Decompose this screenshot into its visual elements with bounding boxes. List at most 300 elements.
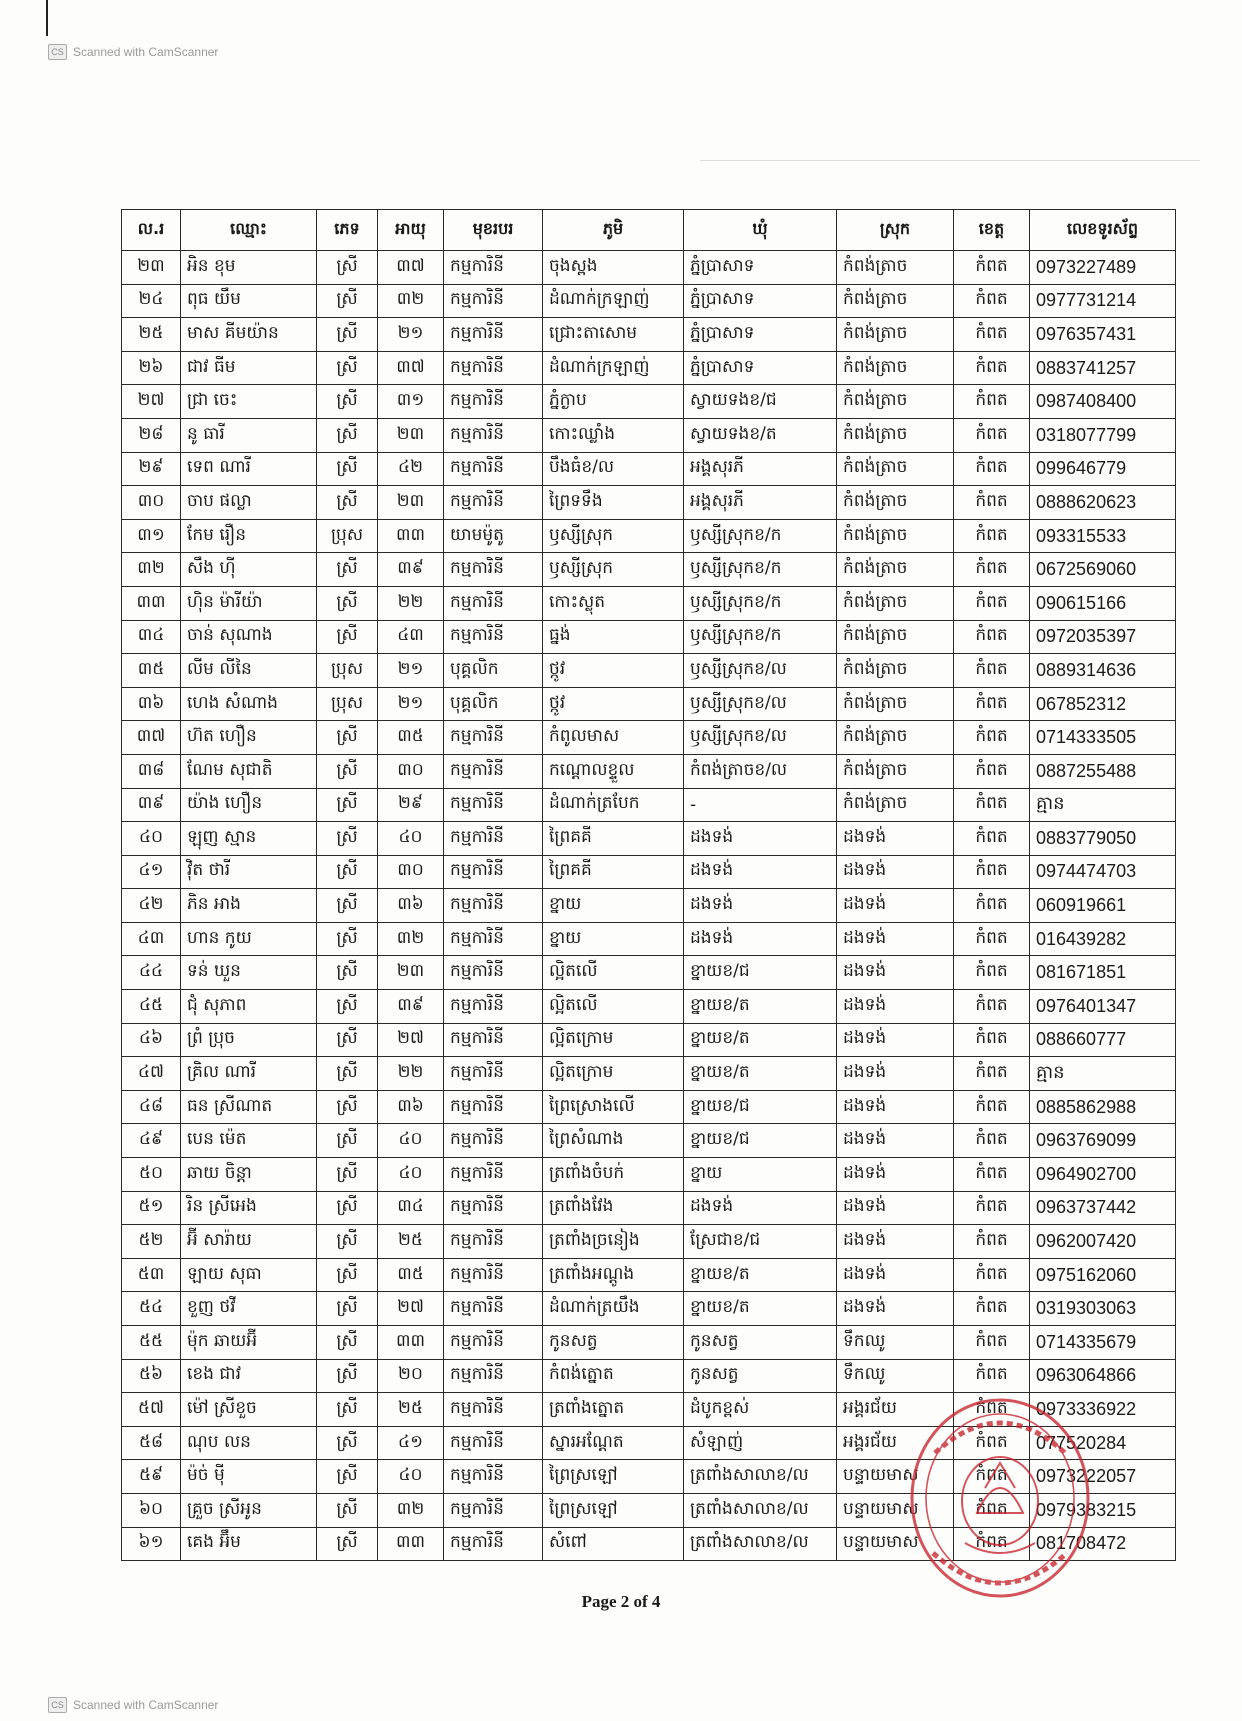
camscanner-logo-icon: CS <box>48 1697 67 1713</box>
table-cell-commune: ដងទង់ <box>684 855 837 889</box>
table-cell-job: កម្មការិនី <box>444 956 543 990</box>
table-cell-age: ៣២ <box>378 284 444 318</box>
table-cell-district: កំពង់ត្រាច <box>837 251 954 285</box>
table-cell-prov: កំពត <box>954 586 1030 620</box>
table-cell-village: ដំណាក់ត្របែក <box>543 788 684 822</box>
table-cell-age: ៤០ <box>378 1124 444 1158</box>
table-cell-sex: ស្រី <box>317 855 378 889</box>
table-row <box>122 855 1176 889</box>
table-cell-no: ២៣ <box>122 251 181 285</box>
table-cell-prov: កំពត <box>954 1527 1030 1561</box>
table-row <box>122 822 1176 856</box>
table-cell-prov: កំពត <box>954 284 1030 318</box>
table-cell-job: កម្មការិនី <box>444 754 543 788</box>
table-cell-job: កម្មការិនី <box>444 1393 543 1427</box>
table-cell-no: ៤០ <box>122 822 181 856</box>
table-cell-no: ៦០ <box>122 1493 181 1527</box>
table-cell-village: ដំណាក់ត្រយឹង <box>543 1292 684 1326</box>
table-cell-name: ខួញ ថវី <box>181 1292 317 1326</box>
table-cell-commune: ភ្នំប្រាសាទ <box>684 251 837 285</box>
table-cell-job: កម្មការិនី <box>444 351 543 385</box>
table-cell-sex: ស្រី <box>317 1158 378 1192</box>
table-cell-phone: 099646779 <box>1030 452 1176 486</box>
table-cell-commune: ឫស្សីស្រុកខ/ក <box>684 553 837 587</box>
table-cell-phone: 0887255488 <box>1030 754 1176 788</box>
table-cell-name: ឡុញ ស្មាន <box>181 822 317 856</box>
table-cell-phone: 0977731214 <box>1030 284 1176 318</box>
table-cell-prov: កំពត <box>954 1460 1030 1494</box>
table-cell-commune: ឫស្សីស្រុកខ/ក <box>684 620 837 654</box>
table-row <box>122 251 1176 285</box>
table-cell-no: ៣៧ <box>122 721 181 755</box>
table-cell-commune: ខ្នាយ <box>684 1158 837 1192</box>
table-cell-sex: ស្រី <box>317 284 378 318</box>
table-row <box>122 889 1176 923</box>
table-cell-village: ស្នារអណ្ដែត <box>543 1426 684 1460</box>
table-cell-age: ២៧ <box>378 1023 444 1057</box>
table-cell-prov: កំពត <box>954 788 1030 822</box>
table-cell-village: ខ្នាយ <box>543 922 684 956</box>
table-cell-name: គ្រួច ស្រីអូន <box>181 1493 317 1527</box>
table-cell-village: ឫស្សីស្រុក <box>543 553 684 587</box>
table-cell-district: កំពង់ត្រាច <box>837 385 954 419</box>
table-cell-no: ៥៧ <box>122 1393 181 1427</box>
table-cell-prov: កំពត <box>954 1292 1030 1326</box>
table-cell-no: ៤៦ <box>122 1023 181 1057</box>
table-cell-sex: ស្រី <box>317 990 378 1024</box>
table-cell-no: ៣៣ <box>122 586 181 620</box>
table-cell-age: ២៣ <box>378 956 444 990</box>
table-cell-commune: ស្វាយទងខ/ត <box>684 418 837 452</box>
table-cell-sex: ស្រី <box>317 721 378 755</box>
table-cell-phone: 088660777 <box>1030 1023 1176 1057</box>
table-cell-village: ល្អិតក្រោម <box>543 1023 684 1057</box>
table-row <box>122 990 1176 1024</box>
table-cell-job: កម្មការិនី <box>444 1258 543 1292</box>
table-cell-job: កម្មការិនី <box>444 1057 543 1091</box>
table-row <box>122 1057 1176 1091</box>
table-cell-district: កំពង់ត្រាច <box>837 418 954 452</box>
header-cell: ភេទ <box>317 210 378 251</box>
table-cell-village: ព្រៃស្រោងលើ <box>543 1090 684 1124</box>
official-seal-stamp-icon <box>905 1393 1095 1603</box>
table-cell-sex: ប្រុស <box>317 519 378 553</box>
table-cell-district: កំពង់ត្រាច <box>837 519 954 553</box>
table-row <box>122 687 1176 721</box>
table-cell-district: ទឹកឈូ <box>837 1359 954 1393</box>
table-cell-age: ៣៣ <box>378 519 444 553</box>
table-cell-job: កម្មការិនី <box>444 721 543 755</box>
table-cell-job: កម្មការិនី <box>444 1359 543 1393</box>
table-cell-sex: ស្រី <box>317 1124 378 1158</box>
table-cell-district: កំពង់ត្រាច <box>837 351 954 385</box>
table-cell-district: ដងទង់ <box>837 1023 954 1057</box>
table-cell-prov: កំពត <box>954 486 1030 520</box>
table-row <box>122 284 1176 318</box>
table-row <box>122 1292 1176 1326</box>
table-cell-phone: 0318077799 <box>1030 418 1176 452</box>
table-cell-age: ៣៣ <box>378 1527 444 1561</box>
table-cell-sex: ស្រី <box>317 351 378 385</box>
table-cell-age: ៣៦ <box>378 889 444 923</box>
table-cell-prov: កំពត <box>954 889 1030 923</box>
table-cell-age: ៣១ <box>378 385 444 419</box>
table-cell-phone: 081671851 <box>1030 956 1176 990</box>
table-cell-district: ដងទង់ <box>837 822 954 856</box>
table-cell-age: ២៣ <box>378 486 444 520</box>
header-cell: អាយុ <box>378 210 444 251</box>
table-cell-job: កម្មការិនី <box>444 1527 543 1561</box>
table-cell-no: ២៨ <box>122 418 181 452</box>
table-cell-no: ៤១ <box>122 855 181 889</box>
table-cell-phone: 0883741257 <box>1030 351 1176 385</box>
table-cell-no: ៦១ <box>122 1527 181 1561</box>
table-row <box>122 1023 1176 1057</box>
table-row <box>122 486 1176 520</box>
table-cell-sex: ស្រី <box>317 486 378 520</box>
table-cell-commune: អង្គសុរភី <box>684 452 837 486</box>
table-cell-commune: ឫស្សីស្រុកខ/ល <box>684 654 837 688</box>
table-cell-prov: កំពត <box>954 1493 1030 1527</box>
table-cell-village: ភ្នំក្ងាប <box>543 385 684 419</box>
table-cell-district: ដងទង់ <box>837 956 954 990</box>
table-cell-no: ៣០ <box>122 486 181 520</box>
table-cell-name: ម៉ុក ឆាយអ៊ី <box>181 1326 317 1360</box>
table-cell-commune: កំពង់ត្រាចខ/ល <box>684 754 837 788</box>
table-cell-age: ២២ <box>378 586 444 620</box>
table-cell-no: ៥១ <box>122 1191 181 1225</box>
table-cell-no: ២៤ <box>122 284 181 318</box>
table-cell-prov: កំពត <box>954 754 1030 788</box>
table-cell-name: ជុំ សុភាព <box>181 990 317 1024</box>
table-cell-name: ព្រំ ប្រុច <box>181 1023 317 1057</box>
table-cell-no: ២៥ <box>122 318 181 352</box>
table-cell-name: ម៉ច់ ម៉ី <box>181 1460 317 1494</box>
table-cell-age: ២១ <box>378 687 444 721</box>
table-cell-age: ២២ <box>378 1057 444 1091</box>
scanner-watermark-bottom <box>48 1697 218 1713</box>
table-cell-sex: ស្រី <box>317 956 378 990</box>
table-cell-district: ដងទង់ <box>837 1225 954 1259</box>
table-cell-prov: កំពត <box>954 654 1030 688</box>
table-cell-district: កំពង់ត្រាច <box>837 318 954 352</box>
table-cell-district: ដងទង់ <box>837 1158 954 1192</box>
header-cell: ឃុំ <box>684 210 837 251</box>
table-cell-phone: គ្មាន <box>1030 1057 1176 1091</box>
table-cell-age: ២១ <box>378 654 444 688</box>
table-cell-sex: ស្រី <box>317 1057 378 1091</box>
table-cell-village: ព្រៃស្រឡៅ <box>543 1493 684 1527</box>
table-row <box>122 654 1176 688</box>
table-cell-commune: ឫស្សីស្រុកខ/ក <box>684 586 837 620</box>
table-cell-district: ដងទង់ <box>837 1090 954 1124</box>
table-header-row <box>122 210 1176 251</box>
table-row <box>122 754 1176 788</box>
table-cell-prov: កំពត <box>954 1258 1030 1292</box>
table-cell-phone: 0889314636 <box>1030 654 1176 688</box>
table-cell-commune: ខ្នាយខ/ជ <box>684 956 837 990</box>
table-cell-job: បុគ្គលិក <box>444 654 543 688</box>
table-cell-job: កម្មការិនី <box>444 486 543 520</box>
table-cell-district: កំពង់ត្រាច <box>837 721 954 755</box>
table-cell-name: គ្រិល ណារី <box>181 1057 317 1091</box>
table-cell-district: ដងទង់ <box>837 1258 954 1292</box>
table-cell-commune: ស្វាយទងខ/ជ <box>684 385 837 419</box>
table-cell-sex: ស្រី <box>317 1359 378 1393</box>
table-cell-village: ធ្នង់ <box>543 620 684 654</box>
table-cell-job: កម្មការិនី <box>444 586 543 620</box>
table-cell-phone: 0976401347 <box>1030 990 1176 1024</box>
table-cell-no: ៣១ <box>122 519 181 553</box>
table-cell-prov: កំពត <box>954 553 1030 587</box>
table-cell-sex: ស្រី <box>317 1326 378 1360</box>
table-cell-no: ៤៤ <box>122 956 181 990</box>
table-cell-sex: ស្រី <box>317 1023 378 1057</box>
table-cell-job: កម្មការិនី <box>444 1225 543 1259</box>
table-cell-prov: កំពត <box>954 721 1030 755</box>
header-cell: មុខរបរ <box>444 210 543 251</box>
table-cell-commune: ភ្នំប្រាសាទ <box>684 318 837 352</box>
table-cell-age: ២៣ <box>378 418 444 452</box>
table-cell-commune: ភ្នំប្រាសាទ <box>684 351 837 385</box>
table-cell-no: ៣៥ <box>122 654 181 688</box>
table-cell-name: រិន ស្រីអេង <box>181 1191 317 1225</box>
table-cell-sex: ស្រី <box>317 586 378 620</box>
table-cell-sex: ស្រី <box>317 1493 378 1527</box>
table-cell-job: កម្មការិនី <box>444 418 543 452</box>
table-cell-village: ល្អិតលើ <box>543 956 684 990</box>
table-cell-prov: កំពត <box>954 251 1030 285</box>
table-cell-sex: ស្រី <box>317 620 378 654</box>
table-cell-age: ៣៩ <box>378 553 444 587</box>
table-cell-commune: ត្រពាំងសាលាខ/ល <box>684 1460 837 1494</box>
table-cell-name: យ៉ាង ហឿន <box>181 788 317 822</box>
table-cell-district: កំពង់ត្រាច <box>837 284 954 318</box>
table-row <box>122 620 1176 654</box>
header-cell: ឈ្មោះ <box>181 210 317 251</box>
table-cell-age: ៤២ <box>378 452 444 486</box>
table-cell-sex: ប្រុស <box>317 654 378 688</box>
table-cell-village: ជ្រោះតាសោម <box>543 318 684 352</box>
table-cell-name: ភិន អាង <box>181 889 317 923</box>
table-cell-sex: ស្រី <box>317 553 378 587</box>
table-cell-job: កម្មការិនី <box>444 452 543 486</box>
table-cell-district: ដងទង់ <box>837 1057 954 1091</box>
table-cell-no: ៥៩ <box>122 1460 181 1494</box>
table-cell-sex: ស្រី <box>317 1426 378 1460</box>
table-cell-commune: ខ្នាយខ/ជ <box>684 1090 837 1124</box>
table-cell-prov: កំពត <box>954 1057 1030 1091</box>
table-cell-no: ៣២ <box>122 553 181 587</box>
table-cell-prov: កំពត <box>954 452 1030 486</box>
table-cell-phone: 0973227489 <box>1030 251 1176 285</box>
table-cell-no: ៤៧ <box>122 1057 181 1091</box>
table-cell-no: ៤៥ <box>122 990 181 1024</box>
table-cell-age: ៣០ <box>378 855 444 889</box>
table-cell-phone: 0976357431 <box>1030 318 1176 352</box>
table-cell-commune: ត្រពាំងសាលាខ/ល <box>684 1527 837 1561</box>
table-cell-sex: ស្រី <box>317 1090 378 1124</box>
table-row <box>122 418 1176 452</box>
table-cell-age: ៣៥ <box>378 721 444 755</box>
table-cell-phone: 016439282 <box>1030 922 1176 956</box>
table-cell-phone: 0973336922 <box>1030 1393 1176 1427</box>
table-cell-village: ថ្កូវ <box>543 654 684 688</box>
table-row <box>122 385 1176 419</box>
table-cell-prov: កំពត <box>954 687 1030 721</box>
table-cell-commune: កូនសត្វ <box>684 1359 837 1393</box>
table-cell-village: ល្អិតក្រោម <box>543 1057 684 1091</box>
table-cell-prov: កំពត <box>954 1225 1030 1259</box>
table-row <box>122 922 1176 956</box>
table-cell-age: ២៥ <box>378 1393 444 1427</box>
table-cell-district: កំពង់ត្រាច <box>837 620 954 654</box>
table-cell-sex: ស្រី <box>317 452 378 486</box>
header-cell: ភូមិ <box>543 210 684 251</box>
table-cell-name: អ៊ី សារ៉ាយ <box>181 1225 317 1259</box>
table-row <box>122 721 1176 755</box>
table-cell-district: បន្ទាយមាស <box>837 1460 954 1494</box>
table-cell-village: ចុងស្ពង <box>543 251 684 285</box>
table-cell-age: ៣៧ <box>378 251 444 285</box>
table-cell-job: កម្មការិនី <box>444 889 543 923</box>
table-cell-age: ២៧ <box>378 1292 444 1326</box>
table-cell-name: ជ្រា ចេះ <box>181 385 317 419</box>
table-row <box>122 788 1176 822</box>
table-cell-job: កម្មការិនី <box>444 620 543 654</box>
table-cell-age: ២៩ <box>378 788 444 822</box>
table-cell-prov: កំពត <box>954 855 1030 889</box>
table-cell-village: ដំណាក់ក្រឡាញ់ <box>543 351 684 385</box>
table-cell-phone: 0672569060 <box>1030 553 1176 587</box>
table-row <box>122 586 1176 620</box>
table-cell-prov: កំពត <box>954 822 1030 856</box>
table-cell-name: ពុធ យឹម <box>181 284 317 318</box>
table-cell-phone: 0963769099 <box>1030 1124 1176 1158</box>
table-cell-phone: 093315533 <box>1030 519 1176 553</box>
table-cell-job: កម្មការិនី <box>444 1124 543 1158</box>
table-row <box>122 452 1176 486</box>
table-cell-district: អង្គរជ័យ <box>837 1393 954 1427</box>
table-cell-village: កោះស្លុត <box>543 586 684 620</box>
table-cell-name: ម៉ៅ ស្រីខួច <box>181 1393 317 1427</box>
table-cell-sex: ស្រី <box>317 1191 378 1225</box>
table-cell-job: កម្មការិនី <box>444 318 543 352</box>
table-cell-prov: កំពត <box>954 1023 1030 1057</box>
table-cell-name: ចាន់ សុណាង <box>181 620 317 654</box>
table-cell-village: សំពៅ <box>543 1527 684 1561</box>
table-cell-name: ជាវ ធីម <box>181 351 317 385</box>
table-cell-commune: កូនសត្វ <box>684 1326 837 1360</box>
table-cell-village: ព្រៃទទឹង <box>543 486 684 520</box>
table-cell-no: ៤៨ <box>122 1090 181 1124</box>
table-row <box>122 1225 1176 1259</box>
table-row <box>122 1090 1176 1124</box>
table-cell-prov: កំពត <box>954 956 1030 990</box>
table-cell-village: ត្រពាំងច្រនៀង <box>543 1225 684 1259</box>
table-cell-phone: 0714335679 <box>1030 1326 1176 1360</box>
table-cell-name: ឡាយ សុធា <box>181 1258 317 1292</box>
page-number: Page 2 of 4 <box>581 1592 661 1611</box>
table-cell-job: កម្មការិនី <box>444 1158 543 1192</box>
table-cell-sex: ស្រី <box>317 385 378 419</box>
table-cell-no: ៥៨ <box>122 1426 181 1460</box>
table-cell-commune: សំឡាញ់ <box>684 1426 837 1460</box>
table-cell-prov: កំពត <box>954 1359 1030 1393</box>
table-cell-commune: ខ្នាយខ/ត <box>684 1023 837 1057</box>
table-cell-district: បន្ទាយមាស <box>837 1493 954 1527</box>
table-cell-no: ៣៤ <box>122 620 181 654</box>
table-cell-sex: ស្រី <box>317 318 378 352</box>
table-cell-name: ណុប លន <box>181 1426 317 1460</box>
table-cell-job: កម្មការិនី <box>444 553 543 587</box>
table-row <box>122 956 1176 990</box>
table-cell-commune: ដំបូកខ្ពស់ <box>684 1393 837 1427</box>
table-cell-age: ៤០ <box>378 822 444 856</box>
table-cell-name: អិន ខុម <box>181 251 317 285</box>
table-cell-job: កម្មការិនី <box>444 788 543 822</box>
table-cell-sex: ស្រី <box>317 1225 378 1259</box>
table-row <box>122 1191 1176 1225</box>
table-cell-no: ៥០ <box>122 1158 181 1192</box>
table-cell-job: កម្មការិនី <box>444 284 543 318</box>
table-cell-name: មាស គីមយ៉ាន <box>181 318 317 352</box>
table-cell-age: ២៥ <box>378 1225 444 1259</box>
table-cell-name: ទន់ ឃួន <box>181 956 317 990</box>
table-cell-village: ឫស្សីស្រុក <box>543 519 684 553</box>
table-cell-name: ហាន កូយ <box>181 922 317 956</box>
table-cell-village: កំពង់ត្នោត <box>543 1359 684 1393</box>
table-cell-age: ៤៣ <box>378 620 444 654</box>
table-cell-prov: កំពត <box>954 1326 1030 1360</box>
table-cell-prov: កំពត <box>954 1191 1030 1225</box>
table-cell-no: ៥៦ <box>122 1359 181 1393</box>
table-cell-commune: ដងទង់ <box>684 922 837 956</box>
table-cell-village: កោះឈ្លាំង <box>543 418 684 452</box>
table-row <box>122 318 1176 352</box>
table-cell-sex: ប្រុស <box>317 687 378 721</box>
table-cell-phone: 0974474703 <box>1030 855 1176 889</box>
header-cell: ល.រ <box>122 210 181 251</box>
table-cell-name: លីម លីនៃ <box>181 654 317 688</box>
table-cell-age: ៣៣ <box>378 1326 444 1360</box>
table-cell-no: ៤២ <box>122 889 181 923</box>
table-cell-phone: 0319303063 <box>1030 1292 1176 1326</box>
table-cell-district: កំពង់ត្រាច <box>837 687 954 721</box>
table-cell-district: កំពង់ត្រាច <box>837 586 954 620</box>
header-cell: លេខទូរស័ព្ទ <box>1030 210 1176 251</box>
table-cell-age: ២០ <box>378 1359 444 1393</box>
table-cell-age: ៣៥ <box>378 1258 444 1292</box>
table-cell-phone: 060919661 <box>1030 889 1176 923</box>
table-cell-job: យាមម៉ូតូ <box>444 519 543 553</box>
table-cell-village: ត្រពាំងចំបក់ <box>543 1158 684 1192</box>
table-cell-prov: កំពត <box>954 418 1030 452</box>
table-cell-commune: ខ្នាយខ/ជ <box>684 1124 837 1158</box>
table-cell-age: ៤១ <box>378 1426 444 1460</box>
table-cell-name: គេង អ៊ឹម <box>181 1527 317 1561</box>
table-cell-no: ៤៣ <box>122 922 181 956</box>
table-cell-commune: ខ្នាយខ/ត <box>684 1258 837 1292</box>
table-cell-no: ៥៤ <box>122 1292 181 1326</box>
table-cell-prov: កំពត <box>954 922 1030 956</box>
table-cell-district: កំពង់ត្រាច <box>837 754 954 788</box>
table-cell-age: ៤០ <box>378 1460 444 1494</box>
table-cell-village: ខ្នាយ <box>543 889 684 923</box>
scanner-watermark-text: Scanned with CamScanner <box>73 45 219 59</box>
table-row <box>122 351 1176 385</box>
table-cell-village: ដំណាក់ក្រឡាញ់ <box>543 284 684 318</box>
